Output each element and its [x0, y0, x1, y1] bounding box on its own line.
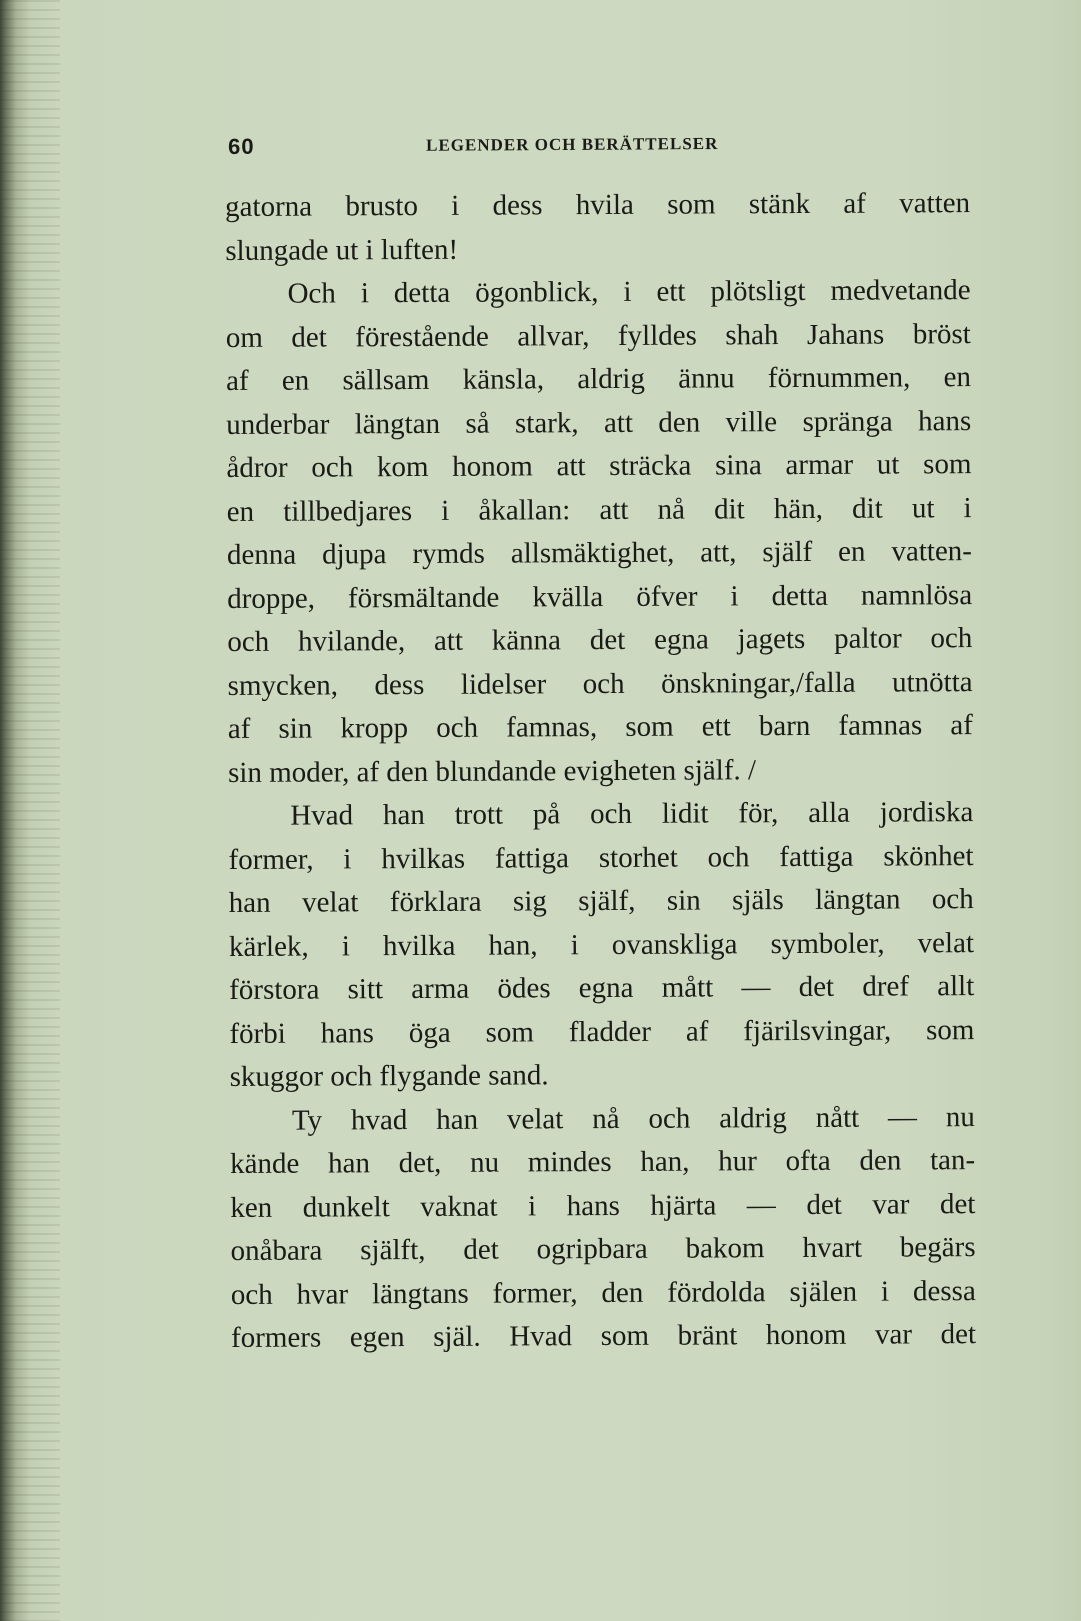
text-line: onåbara själft, det ogripbara bakom hvart begärs [230, 1231, 976, 1267]
text-line: gatorna brusto i dess hvila som stänk af vatten [225, 187, 971, 223]
text-line: han velat förklara sig själf, sin själs längtan och [228, 883, 974, 919]
page-number: 60 [228, 133, 255, 159]
text-line: ken dunkelt vaknat i hans hjärta — det var det [230, 1187, 976, 1224]
text-line: kärlek, i hvilka han, i ovanskliga symboler, velat [228, 926, 975, 963]
text-line: och hvar längtans former, den fördolda själen i dessa [230, 1274, 976, 1311]
text-line: och hvilande, att känna det egna jagets paltor och [227, 622, 973, 658]
text-line: Ty hvad han velat nå och aldrig nått — nu [291, 1100, 975, 1137]
text-line: om det förestående allvar, fylldes shah Jahans bröst [225, 317, 971, 354]
text-line: slungade ut i luften! [225, 233, 459, 267]
text-line: ådror och kom honom att sträcka sina armar ut som [226, 448, 972, 484]
text-line: former, i hvilkas fattiga storhet och fattiga skönhet [228, 839, 974, 876]
text-line: underbar längtan så stark, att den ville spränga hans [226, 404, 972, 441]
text-line: kände han det, nu mindes han, hur ofta den tan- [230, 1144, 976, 1180]
text-line: Hvad han trott på och lidit för, alla jordiska [290, 796, 974, 832]
running-title: LEGENDER OCH BERÄTTELSER [426, 134, 719, 155]
text-line: smycken, dess lidelser och önskningar,/falla utnötta [227, 665, 973, 702]
page-header [228, 131, 768, 164]
text-line: Och i detta ögonblick, i ett plötsligt medvetande [287, 274, 971, 310]
text-line: en tillbedjares i åkallan: att nå dit hän, dit ut i [226, 491, 972, 528]
page-binding-edge [0, 0, 60, 1621]
text-line: formers egen själ. Hvad som bränt honom var det [230, 1318, 977, 1354]
body-text [225, 182, 976, 1360]
text-line: denna djupa rymds allsmäktighet, att, själf en vatten- [226, 535, 973, 571]
text-line: förbi hans öga som fladder af fjärilsvingar, som [229, 1013, 975, 1050]
text-line: sin moder, af den blundande evigheten själf. / [227, 753, 757, 789]
text-line: förstora sitt arma ödes egna mått — det dref allt [229, 970, 975, 1006]
text-line: droppe, försmältande kvälla öfver i detta namnlösa [227, 578, 973, 615]
text-line: af sin kropp och famnas, som ett barn famnas af [227, 709, 973, 745]
text-line: af en sällsam känsla, aldrig ännu förnummen, en [225, 361, 972, 397]
text-line: skuggor och flygande sand. [229, 1059, 549, 1093]
